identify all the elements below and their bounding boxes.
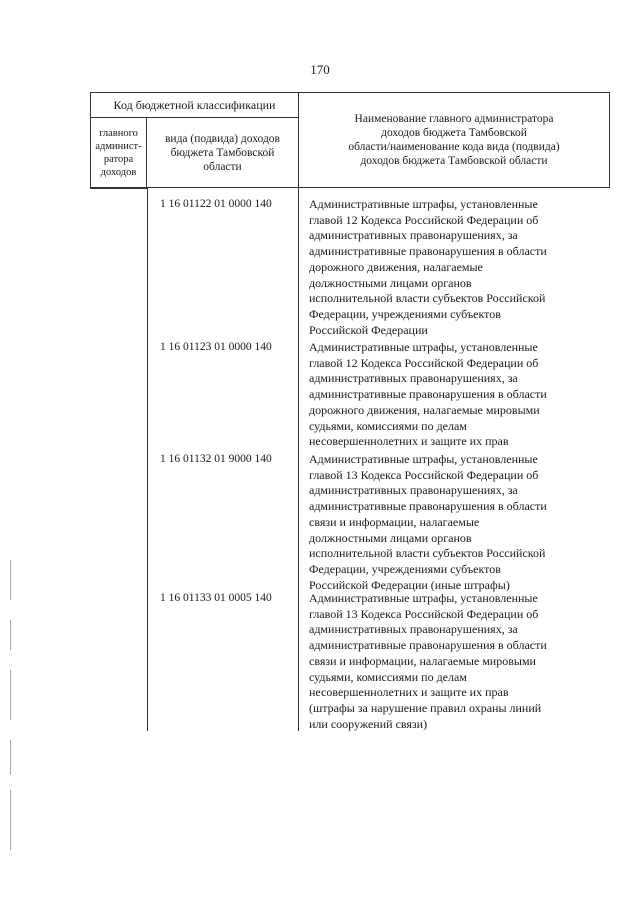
revenue-code: 1 16 01133 01 0005 140 [160, 592, 272, 604]
code-column-divider [298, 188, 299, 731]
revenue-description: Административные штрафы, установленные главой 13 Кодекса Российской Федерации об административных правонарушениях, за административные правонарушения в области связи и информации, налагаемые мировыми судьями, комиссиями по делам несовершеннолетних и защите их прав (штрафы за нарушение правил охраны линий или сооружений связи) [309, 591, 547, 731]
revenue-code: 1 16 01132 01 9000 140 [160, 453, 272, 465]
revenue-description: Административные штрафы, установленные главой 12 Кодекса Российской Федерации об административных правонарушениях, за административные правонарушения в области дорожного движения, налагаемые мировыми судьями, комиссиями по делам несовершеннолетних и защите их прав [309, 340, 547, 449]
revenue-description: Административные штрафы, установленные главой 12 Кодекса Российской Федерации об административных правонарушениях, за административные правонарушения в области дорожного движения, налагаемые должностными лицами органов исполнительной власти субъектов Российской Федерации, учреждениями субъектов Российской Федерации [309, 197, 547, 337]
page-number: 170 [310, 62, 330, 77]
classification-header-table [90, 92, 610, 188]
chief-administrator-header: главного админист- ратора доходов [91, 118, 147, 188]
revenue-code: 1 16 01123 01 0000 140 [160, 341, 272, 353]
scan-margin-marks [10, 560, 14, 880]
admin-column-divider [147, 188, 148, 731]
admin-column-bottom-border [90, 188, 147, 189]
revenue-description: Административные штрафы, установленные главой 13 Кодекса Российской Федерации об административных правонарушениях, за административные правонарушения в области связи и информации, налагаемые должностными лицами органов исполнительной власти субъектов Российской Федерации, учреждениями субъектов Российской Федерации (иные штрафы) [309, 452, 547, 592]
revenue-type-header: вида (подвида) доходов бюджета Тамбовской области [147, 118, 299, 188]
revenue-code: 1 16 01122 01 0000 140 [160, 198, 272, 210]
budget-classification-code-header: Код бюджетной классификации [91, 93, 299, 118]
administrator-name-header: Наименование главного администратора доходов бюджета Тамбовской области/наименование кода вида (подвида) доходов бюджета Тамбовской области [299, 93, 610, 188]
